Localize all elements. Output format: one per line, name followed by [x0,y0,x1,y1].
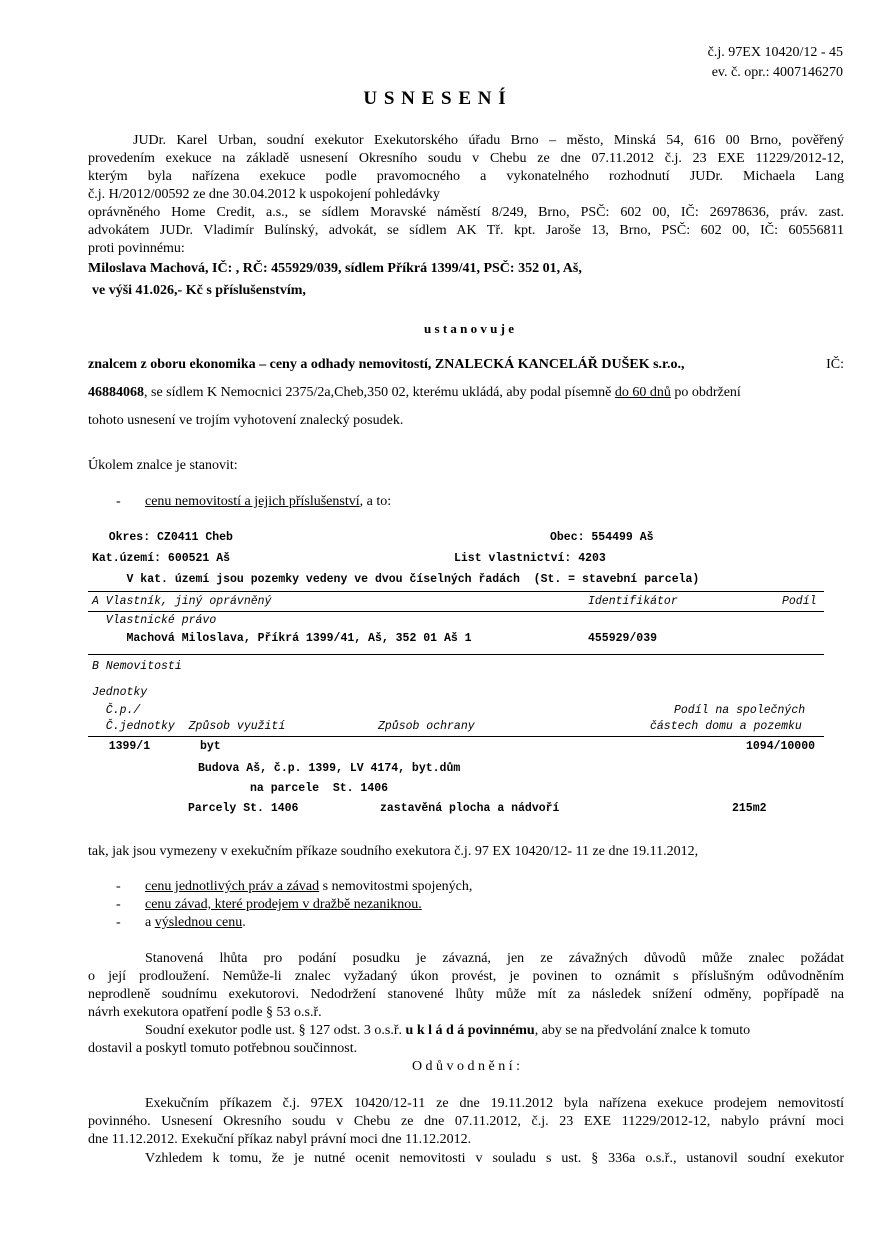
uklada-line-1-text [145,1023,750,1039]
reason-line-3: dne 11.12.2012. Exekuční příkaz nabyl právní moci dne 11.12.2012. [88,1132,472,1147]
intro-line-7: proti povinnému: [88,241,185,256]
cad-lv: List vlastnictví: 4203 [454,552,606,565]
expert-line-2-tail: po obdržení [670,385,741,400]
cad-parcely: Parcely St. 1406 [188,802,299,815]
list2-item-2 [145,897,422,913]
lhuta-line-4: návrh exekutora opatření podle § 53 o.s.ř. [88,1005,322,1020]
deadline: do 60 dnů [614,385,671,400]
expert-ic-label: IČ: [826,357,844,372]
cad-podil-2: částech domu a pozemku [650,720,802,733]
intro-line-1: JUDr. Karel Urban, soudní exekutor Exekutorského úřadu Brno – město, Minská 54, 616 00 Brno, pověřený [133,133,844,148]
cad-zastavena: zastavěná plocha a nádvoří [380,802,560,815]
debtor-line: Miloslava Machová, IČ: , RČ: 455929/039, sídlem Příkrá 1399/41, PSČ: 352 01, Aš, [88,261,582,276]
cad-cjednotky: Č.jednotky Způsob využití [92,720,286,733]
cad-podil-1: Podíl na společných [674,704,806,717]
cad-b-nemovitosti: B Nemovitosti [92,660,182,673]
table-rule [88,736,824,737]
list2-bullet-2: - [116,897,121,912]
list2-bullet-1: - [116,879,121,894]
list2-item-3-pre: a [145,915,155,930]
list2-item-1-tail: s nemovitostmi spojených, [319,879,473,894]
uklada-line-1 [145,1023,844,1039]
enforcement-record-number: ev. č. opr.: 4007146270 [711,65,843,80]
cad-a-ident: Identifikátor [588,595,678,608]
cad-area: 215m2 [732,802,767,815]
task-bullet-1: - [116,494,121,509]
cad-unit-no: 1399/1 [88,740,151,753]
uklada-line-2: dostavil a poskytl tomuto potřebnou součinnost. [88,1041,358,1056]
table-rule [88,591,824,592]
expert-line-3: tohoto usnesení ve trojím vyhotovení znalecký posudek. [88,413,404,428]
expert-line-1 [88,357,844,373]
cad-unit-share: 1094/10000 [746,740,816,753]
uklada-bold: u k l á d á povinnému [405,1023,535,1038]
uklada-pre: Soudní exekutor podle ust. § 127 odst. 3 o.s.ř. [145,1023,406,1038]
task-item-1 [145,494,391,510]
task-item-1-under: cenu nemovitostí a jejich příslušenství [145,494,360,509]
intro-line-6: advokátem JUDr. Vladimír Bulínský, advokát, se sídlem AK Tř. kpt. Jaroše 13, Brno, PSČ: 602 00, IČ: 60556811 [88,223,844,238]
lhuta-line-2: o její prodloužení. Nemůže-li znalec vyžadaný úkon provést, je povinen to oznámit s příslušným odůvodněním [88,969,844,984]
oduvodneni-heading: O d ů v o d n ě n í : [411,1059,521,1074]
list2-item-3 [145,915,246,931]
table-rule [88,654,824,655]
cad-ochrana: Způsob ochrany [378,720,475,733]
case-number: č.j. 97EX 10420/12 - 45 [707,45,843,60]
cad-okres: Okres: CZ0411 Cheb [88,531,233,544]
list2-item-3-tail: . [242,915,246,930]
cad-jednotky: Jednotky [92,686,148,699]
lhuta-line-1: Stanovená lhůta pro podání posudku je závazná, jen ze závažných důvodů může znalec požádat [145,951,844,966]
reason-line-4: Vzhledem k tomu, že je nutné ocenit nemovitosti v souladu s ust. § 336a o.s.ř., ustanovil soudní exekutor [145,1151,844,1166]
reason-line-2: povinného. Usnesení Okresního soudu v Chebu ze dne 07.11.2012, č.j. 23 EXE 11229/2012-12, nabylo právní moci [88,1114,844,1129]
intro-line-2: provedením exekuce na základě usnesení Okresního soudu v Chebu ze dne 07.11.2012 č.j. 23 EXE 11229/2012-12, [88,151,844,166]
expert-ic: 46884068 [88,385,144,400]
uklada-tail: , aby se na předvolání znalce k tomuto [534,1023,751,1038]
cad-a-owner: A Vlastník, jiný oprávněný [92,595,272,608]
task-heading: Úkolem znalce je stanovit: [88,458,238,473]
intro-line-4: č.j. H/2012/00592 ze dne 30.04.2012 k uspokojení pohledávky [88,187,440,202]
tak-jak-line: tak, jak jsou vymezeny v exekučním příkaze soudního exekutora č.j. 97 EX 10420/12- 11 ze dne 19.11.2012, [88,844,699,859]
list2-item-1-under: cenu jednotlivých práv a závad [145,879,320,894]
amount-line: ve výši 41.026,- Kč s příslušenstvím, [92,283,306,298]
table-rule [88,611,824,612]
cad-unit-use: byt [200,740,221,753]
expert-line-2 [88,385,741,401]
cad-obec: Obec: 554499 Aš [550,531,654,544]
cad-vlastnicke: Vlastnické právo [92,614,217,627]
reason-line-1: Exekučním příkazem č.j. 97EX 10420/12-11 ze dne 19.11.2012 byla nařízena exekuce prodejem nemovitostí [145,1096,844,1111]
expert-address: , se sídlem K Nemocnici 2375/2a,Cheb,350 02, kterému ukládá, aby podal písemně [144,385,615,400]
expert-name: znalcem z oboru ekonomika – ceny a odhady nemovitostí, ZNALECKÁ KANCELÁŘ DUŠEK s.r.o., [88,357,685,372]
list2-item-1 [145,879,472,895]
list2-item-2-under: cenu závad, které prodejem v dražbě nezaniknou. [145,897,422,912]
lhuta-line-3: neprodleně soudnímu exekutorovi. Nedodržení stanovené lhůty může mít za následek snížení odměny, popřípadě na [88,987,844,1002]
cad-cp: Č.p./ [92,704,141,717]
cad-owner-line: Machová Miloslava, Příkrá 1399/41, Aš, 352 01 Aš 1 [92,632,472,645]
cad-a-podil: Podíl [782,595,817,608]
ustanovuje-heading: u s t a n o v u j e [424,321,514,336]
intro-line-3: kterým byla nařízena exekuce podle pravomocného a vykonatelného rozhodnutí JUDr. Michaela Lang [88,169,844,184]
cad-note: V kat. území jsou pozemky vedeny ve dvou číselných řadách (St. = stavební parcela) [92,573,700,586]
cad-owner-id: 455929/039 [588,632,658,645]
task-item-1-tail: , a to: [359,494,392,509]
cad-na-parcele: na parcele St. 1406 [250,782,389,795]
cad-budova: Budova Aš, č.p. 1399, LV 4174, byt.dům [198,762,461,775]
list2-bullet-3: - [116,915,121,930]
cad-katuzemi: Kat.území: 600521 Aš [92,552,231,565]
intro-line-5: oprávněného Home Credit, a.s., se sídlem Moravské náměstí 8/249, Brno, PSČ: 602 00, IČ: 26978636, práv. zast. [88,205,844,220]
list2-item-3-under: výslednou cenu [154,915,243,930]
document-title: U S N E S E N Í [363,88,507,109]
